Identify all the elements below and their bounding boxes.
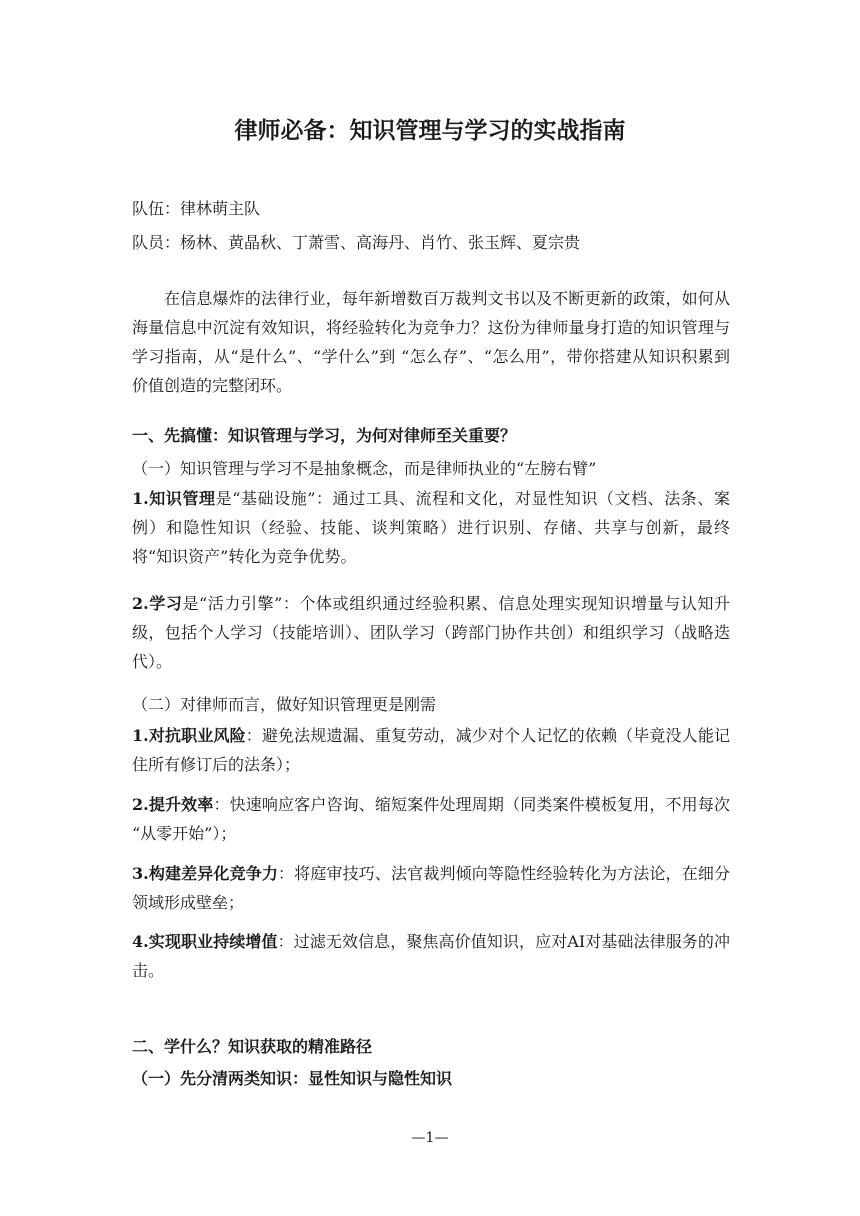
knowledge-management-paragraph: [132, 484, 730, 571]
paragraph-text: 是“活力引擎”：个体或组织通过经验积累、信息处理实现知识增量与认知升级，包括个人学习（技能培训）、团队学习（跨部门协作共创）和组织学习（战略迭代）。: [132, 594, 730, 671]
section1-subheading-2: （二）对律师而言，做好知识管理更是刚需: [132, 695, 437, 714]
list-item-text: ：将庭审技巧、法官裁判倾向等隐性经验转化为方法论，在细分领域形成壁垒；: [132, 864, 730, 912]
list-item: [132, 859, 730, 917]
section2-heading: 二、学什么？知识获取的精准路径: [132, 1037, 373, 1056]
section1-heading: 一、先搞懂：知识管理与学习，为何对律师至关重要？: [132, 426, 517, 445]
list-item-lead: 4.实现职业持续增值: [132, 932, 278, 951]
list-item-text: ：快速响应客户咨询、缩短案件处理周期（同类案件模板复用，不用每次 “从零开始”）；: [132, 795, 730, 843]
paragraph-lead: 2.学习: [132, 594, 183, 613]
document-title: 律师必备：知识管理与学习的实战指南: [234, 118, 626, 144]
intro-paragraph: 在信息爆炸的法律行业，每年新增数百万裁判文书以及不断更新的政策，如何从海量信息中沉淀有效知识，将经验转化为竞争力？这份为律师量身打造的知识管理与学习指南，从“是什么”、“学什么”到 “怎么存”、“怎么用”，带你搭建从知识积累到价值创造的完整闭环。: [132, 289, 730, 395]
list-item: [132, 721, 730, 779]
list-item-lead: 2.提升效率: [132, 795, 214, 814]
list-item: [132, 790, 730, 848]
list-item-lead: 1.对抗职业风险: [132, 726, 246, 745]
paragraph-text: 是“基础设施”：通过工具、流程和文化，对显性知识（文档、法条、案例）和隐性知识（经验、技能、谈判策略）进行识别、存储、共享与创新，最终将“知识资产”转化为竞争优势。: [132, 489, 730, 566]
list-item: [132, 927, 730, 985]
team-line: 队伍：律林萌主队: [132, 199, 261, 218]
list-item-text: ：避免法规遗漏、重复劳动，减少对个人记忆的依赖（毕竟没人能记住所有修订后的法条）；: [132, 726, 730, 774]
members-line: 队员：杨林、黄晶秋、丁萧雪、高海丹、肖竹、张玉辉、夏宗贵: [132, 233, 581, 252]
list-item-text: ：过滤无效信息，聚焦高价值知识，应对AI对基础法律服务的冲击。: [132, 932, 730, 980]
page-number: —1—: [411, 1130, 449, 1146]
section1-subheading-1: （一）知识管理与学习不是抽象概念，而是律师执业的“左膀右臂”: [132, 459, 597, 478]
list-item-lead: 3.构建差异化竞争力: [132, 864, 279, 883]
paragraph-lead: 1.知识管理: [132, 489, 216, 508]
section2-subheading-1: （一）先分清两类知识：显性知识与隐性知识: [132, 1069, 453, 1088]
learning-paragraph: [132, 589, 730, 676]
